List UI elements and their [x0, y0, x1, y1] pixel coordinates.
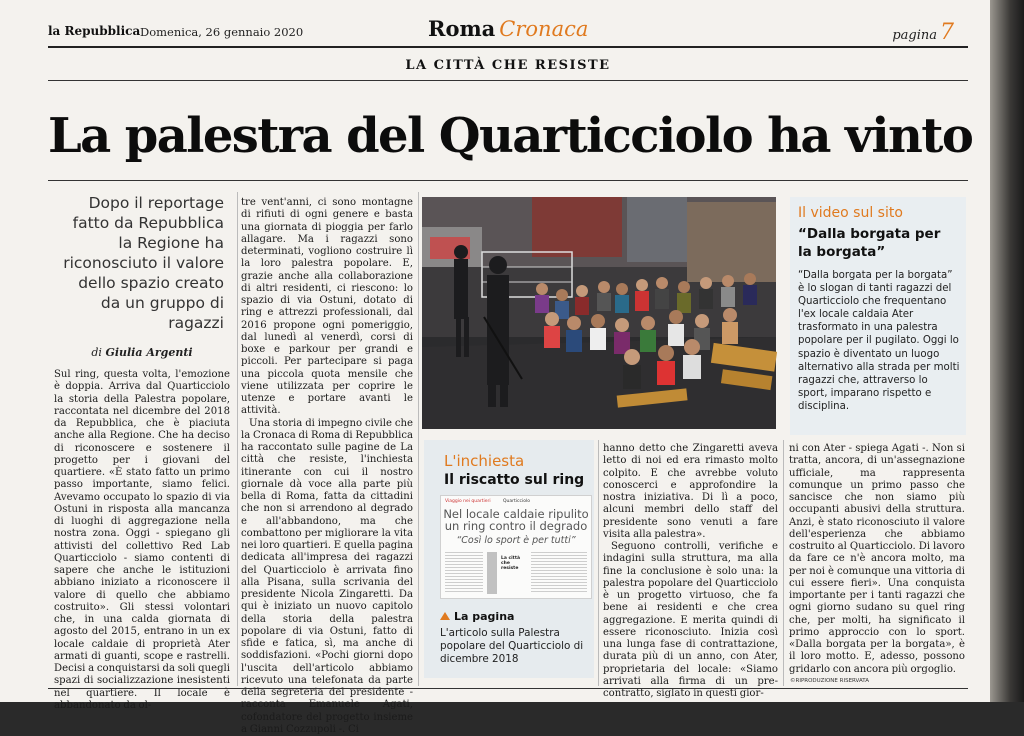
masthead [48, 18, 968, 44]
clip-text-block [445, 552, 483, 594]
inquiry-page-description: L'articolo sulla Palestra popolare del Quarticciolo di dicembre 2018 [440, 627, 590, 665]
page-label: pagina [892, 28, 937, 43]
paragraph: Una storia di impegno civile che la Cronaca di Roma di Repubblica ha raccontato sulle pagine de La città che resiste, l'inchiesta itinerante con cui il nostro giornale dà voce alla parte più bella di Roma, fatta da cittadini che non si arrendono al degrado e all'abbandono, ma che combattono per migliorare la vita nei loro quartieri. E quella pagina dedicata all'impresa dei ragazzi del Quarticciolo è arrivata fino alla Pisana, sulla scrivania del presidente Nicola Zingaretti. Da qui è iniziato un nuovo capitolo della storia della palestra popolare di via Ostuni, fatto di sfide e fatica, sì, ma anche di soddisfazioni. «Pochi giorni dopo l'uscita dell'articolo abbiamo ricevuto una telefonata da parte della segreteria del presidente - racconta Emanuele Agati, cofondatore del progetto insieme a Gianni Cozzupoli -. Ci [241, 418, 413, 736]
paragraph: tre vent'anni, ci sono montagne di rifiuti di ogni genere e basta una giornata di pioggia per farlo allagare. Ma i ragazzi sono determinati, vogliono costruire lì la loro palestra popolare. E, grazie anche alla collaborazione di altri residenti, ci riescono: lo spazio di via Ostuni, dotato di ring e attrezzi professionali, dal 2016 propone ogni pomeriggio, dal lunedì al venerdì, corsi di boxe e parkour per grandi e piccoli. Per partecipare si paga una piccola quota mensile che viene utilizzata per coprire le utenze e portare avanti le attività. [241, 197, 413, 418]
inquiry-title: Il riscatto sul ring [444, 472, 584, 488]
column-divider [783, 440, 784, 686]
article-column-1 [54, 369, 230, 684]
section-category: Cronaca [499, 17, 588, 41]
article-column-4 [789, 443, 965, 675]
headline-rule [48, 180, 968, 181]
clip-section: Viaggio nei quartieri [445, 499, 491, 504]
footer-rule [48, 688, 968, 689]
inquiry-page-heading [440, 610, 514, 623]
kicker-rule [48, 80, 968, 81]
column-divider [418, 192, 419, 686]
triangle-icon [440, 612, 450, 620]
clip-headline: Nel locale caldaie ripulito un ring contro il degrado [443, 508, 589, 532]
video-label: Il video sul sito [798, 205, 903, 221]
inquiry-label: L'inchiesta [444, 452, 524, 470]
section-city: Roma [428, 16, 495, 41]
clip-tag: Quarticciolo [503, 499, 530, 504]
column-divider [237, 192, 238, 686]
clip-text-block [531, 552, 587, 594]
gym-photo-illustration [422, 197, 776, 429]
video-description: “Dalla borgata per la borgata” è lo slogan di tanti ragazzi del Quarticciolo che frequentano l'ex locale caldaia Ater trasformato in una palestra popolare per il pugilato. Oggi lo spazio è diventato un luogo alternativo alla strada per molti ragazzi che, attraverso lo sport, imparano rispetto e disciplina. [798, 269, 960, 413]
byline [54, 346, 230, 359]
paragraph: Seguono controlli, verifiche e indagini sulla struttura, ma alla fine la conclusione è solo una: la palestra popolare del Quarticciolo è un progetto virtuoso, che fa bene ai residenti e che crea aggregazione. E merita quindi di essere riconosciuto. Inizia così una lunga fase di contrattazione, durata più di un anno, con Ater, proprietaria del locale: «Siamo arrivati alla firma di un pre-contratto, siglato in questi gior- [603, 541, 778, 700]
clip-badge: La città che resiste [501, 556, 527, 571]
page-edge-shadow [990, 0, 1024, 702]
gym-photo [422, 197, 776, 429]
masthead-rule [48, 46, 968, 48]
byline-author: Giulia Argenti [105, 346, 192, 359]
headline: La palestra del Quarticciolo ha vinto [48, 108, 968, 164]
article-column-2 [241, 197, 413, 685]
paragraph: hanno detto che Zingaretti aveva letto di noi ed era rimasto molto colpito. E che avrebbe voluto conoscerci e approfondire la nostra iniziativa. Di lì a poco, alcuni membri dello staff del presidente sono venuti a fare visita alla palestra». [603, 443, 778, 541]
newspaper-logo: la Repubblica [48, 24, 140, 38]
clip-logo-mark [487, 552, 497, 594]
paragraph: Sul ring, questa volta, l'emozione è doppia. Arriva dal Quarticciolo la storia della Palestra popolare, raccontata nel dicembre del 2018 da Repubblica, che è piaciuta anche alla Regione. Che ha deciso di riconoscere e sostenere il progetto per i giovani del quartiere. «È stato fatto un primo passo importante, siamo felici. Avevamo occupato lo spazio di via Ostuni in risposta alla mancanza di luoghi di aggregazione nella nostra zona. Oggi - spiegano gli attivisti del collettivo Red Lab Quarticciolo - siamo contenti di sapere che anche le istituzioni abbiano iniziato a riconoscere il valore di quello che abbiamo costruito». Gli stessi volontari che, in una calda giornata di agosto del 2015, entrano in un ex locale caldaie di proprietà Ater armati di guanti, scope e rastrelli. Decisi a conquistarsi da soli quegli spazi di socializzazione inesistenti nel quartiere. Il locale è abbandonato da ol- [54, 369, 230, 712]
issue-date: Domenica, 26 gennaio 2020 [140, 25, 303, 39]
inquiry-page-label: La pagina [454, 610, 514, 623]
byline-prefix: di [91, 346, 102, 359]
video-title: “Dalla borgata per la borgata” [798, 225, 958, 261]
section-title [428, 16, 588, 41]
kicker: LA CITTÀ CHE RESISTE [48, 58, 968, 73]
paragraph: ni con Ater - spiega Agati -. Non si tratta, ancora, di un'assegnazione ufficiale, ma rappresenta comunque un primo passo che sancisce che non siamo più occupanti abusivi della struttura. Anzi, è stato riconosciuto il valore dell'esperienza che abbiamo costruito al Quarticciolo. Di lavoro da fare ce n'è ancora molto, ma per noi è comunque una vittoria di cui essere fieri». Una conquista importante per i tanti ragazzi che ogni giorno sudano su quel ring che, per molti, ha significato il primo approccio con lo sport. «Dalla borgata per la borgata», è il loro motto. E, adesso, possono gridarlo con ancora più orgoglio. [789, 443, 965, 676]
page-indicator [892, 20, 954, 45]
article-clipping-thumbnail [440, 495, 592, 599]
page-number: 7 [940, 20, 954, 45]
column-divider [598, 440, 599, 686]
standfirst: Dopo il reportage fatto da Repubblica la Regione ha riconosciuto il valore dello spazio creato da un gruppo di ragazzi [54, 193, 224, 333]
copyright-note: ©RIPRODUZIONE RISERVATA [790, 678, 869, 684]
video-sidebar [790, 197, 966, 435]
article-column-3 [603, 443, 778, 686]
clip-subheadline: “Così lo sport è per tutti” [443, 535, 589, 546]
inquiry-box [424, 440, 594, 678]
